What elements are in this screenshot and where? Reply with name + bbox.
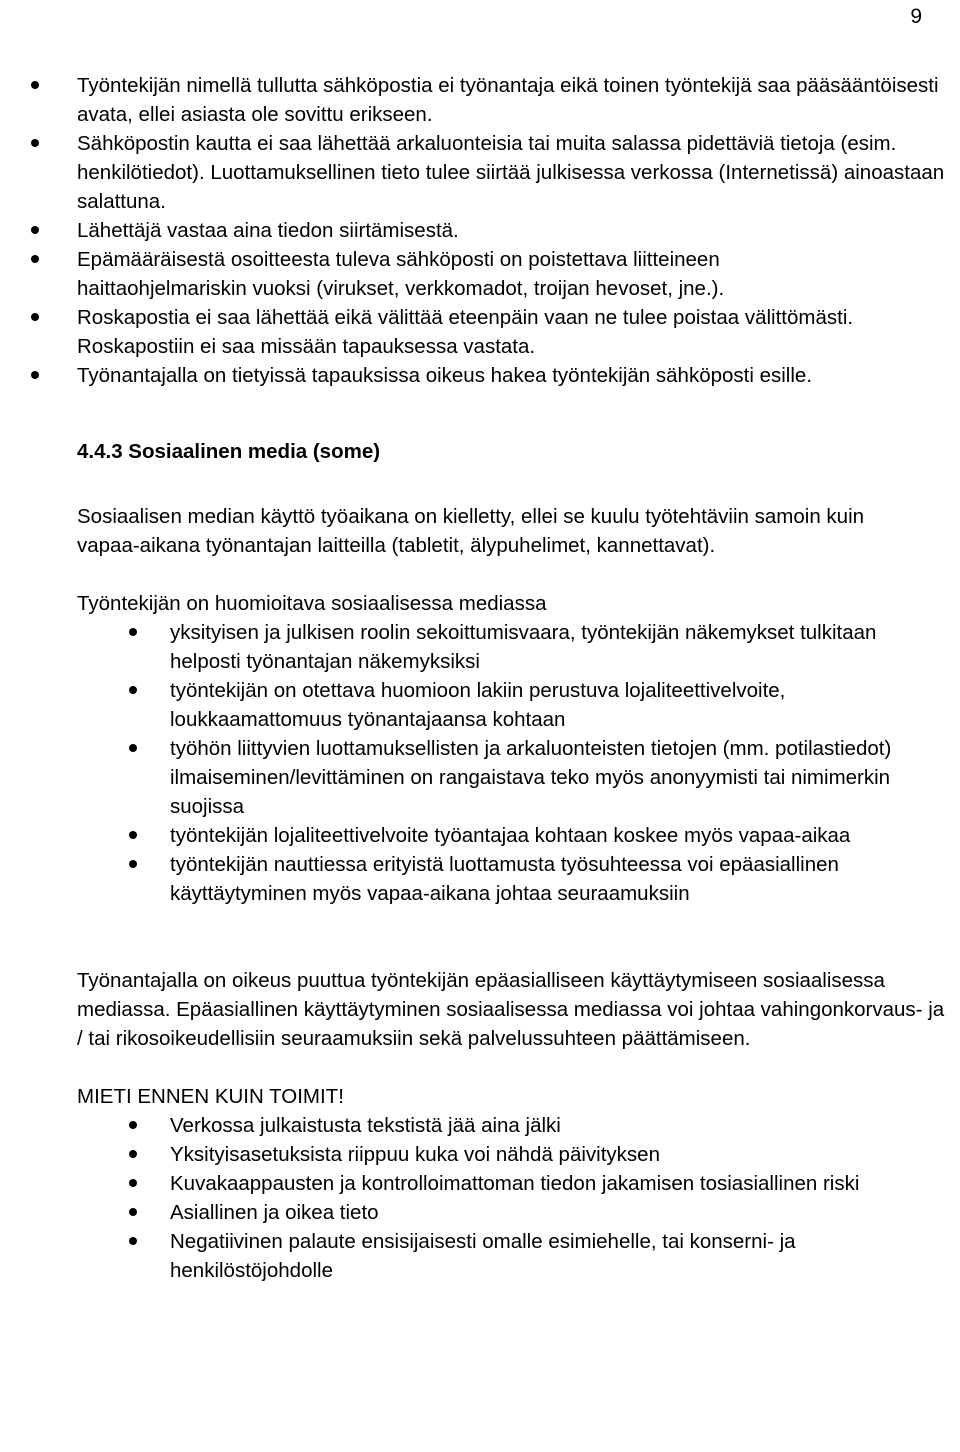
bullet-icon xyxy=(31,81,39,89)
bullet-icon xyxy=(129,628,137,636)
bullet-icon xyxy=(129,860,137,868)
list-item: Negatiivinen palaute ensisijaisesti omalle esimiehelle, tai konserni- ja henkilöstöjohdolle xyxy=(170,1227,930,1285)
paragraph-consider: Työntekijän on huomioitava sosiaalisessa mediassa xyxy=(77,592,547,615)
bullet-icon xyxy=(129,1208,137,1216)
list-item: Roskapostia ei saa lähettää eikä välittää eteenpäin vaan ne tulee poistaa välittömästi. Roskapostiin ei saa missään tapauksessa vastata. xyxy=(77,303,897,361)
bullet-icon xyxy=(129,744,137,752)
bullet-icon xyxy=(31,139,39,147)
list-item: Asiallinen ja oikea tieto xyxy=(170,1198,960,1227)
bullet-icon xyxy=(129,1179,137,1187)
bullet-icon xyxy=(129,686,137,694)
bullet-icon xyxy=(31,313,39,321)
bullet-icon xyxy=(129,1121,137,1129)
section-heading: 4.4.3 Sosiaalinen media (some) xyxy=(77,440,381,463)
list-item: Kuvakaappausten ja kontrolloimattoman tiedon jakamisen tosiasiallinen riski xyxy=(170,1169,960,1198)
list-item: työhön liittyvien luottamuksellisten ja arkaluonteisten tietojen (mm. potilastiedot) ilmaiseminen/levittäminen on rangaistava teko myös anonyymisti tai nimimerkin suojissa xyxy=(170,734,910,821)
email-rules-list xyxy=(77,71,957,390)
bullet-icon xyxy=(31,371,39,379)
list-item: Lähettäjä vastaa aina tiedon siirtämisestä. xyxy=(77,216,957,245)
think-heading: MIETI ENNEN KUIN TOIMIT! xyxy=(77,1085,344,1108)
list-item: yksityisen ja julkisen roolin sekoittumisvaara, työntekijän näkemykset tulkitaan helposti työnantajan näkemyksiksi xyxy=(170,618,940,676)
list-item: Työntekijän nimellä tullutta sähköpostia ei työnantaja eikä toinen työntekijä saa pääsääntöisesti avata, ellei asiasta ole sovittu erikseen. xyxy=(77,71,955,129)
list-item: työntekijän lojaliteettivelvoite työantajaa kohtaan koskee myös vapaa-aikaa xyxy=(170,821,960,850)
document-body xyxy=(77,71,957,1285)
bullet-icon xyxy=(129,1150,137,1158)
list-item: Verkossa julkaistusta tekstistä jää aina jälki xyxy=(170,1111,960,1140)
list-item: Työnantajalla on tietyissä tapauksissa oikeus hakea työntekijän sähköposti esille. xyxy=(77,361,907,390)
list-item: Sähköpostin kautta ei saa lähettää arkaluonteisia tai muita salassa pidettäviä tietoja (esim. henkilötiedot). Luottamuksellinen tieto tulee siirtää julkisessa verkossa (Internetissä) ainoastaan salattuna. xyxy=(77,129,955,216)
consider-list xyxy=(170,618,960,908)
bullet-icon xyxy=(31,226,39,234)
list-item: työntekijän on otettava huomioon lakiin perustuva lojaliteettivelvoite, loukkaamattomuus työnantajaansa kohtaan xyxy=(170,676,960,734)
bullet-icon xyxy=(31,255,39,263)
bullet-icon xyxy=(129,1237,137,1245)
page-number: 9 xyxy=(910,5,922,28)
list-item: työntekijän nauttiessa erityistä luottamusta työsuhteessa voi epäasiallinen käyttäytyminen myös vapaa-aikana johtaa seuraamuksiin xyxy=(170,850,870,908)
paragraph-employer: Työnantajalla on oikeus puuttua työntekijän epäasialliseen käyttäytymiseen sosiaalisessa mediassa. Epäasiallinen käyttäytyminen sosiaalisessa mediassa voi johtaa vahingonkorvaus- ja / tai rikosoikeudellisiin seuraamuksiin sekä palvelussuhteen päättämiseen. xyxy=(77,969,945,1050)
paragraph-usage: Sosiaalisen median käyttö työaikana on kielletty, ellei se kuulu työtehtäviin samoin kuin vapaa-aikana työnantajan laitteilla (tabletit, älypuhelimet, kannettavat). xyxy=(77,505,865,557)
think-list xyxy=(170,1111,960,1285)
list-item: Epämääräisestä osoitteesta tuleva sähköposti on poistettava liitteineen haittaohjelmariskin vuoksi (virukset, verkkomadot, troijan hevoset, jne.). xyxy=(77,245,877,303)
list-item: Yksityisasetuksista riippuu kuka voi nähdä päivityksen xyxy=(170,1140,960,1169)
bullet-icon xyxy=(129,831,137,839)
